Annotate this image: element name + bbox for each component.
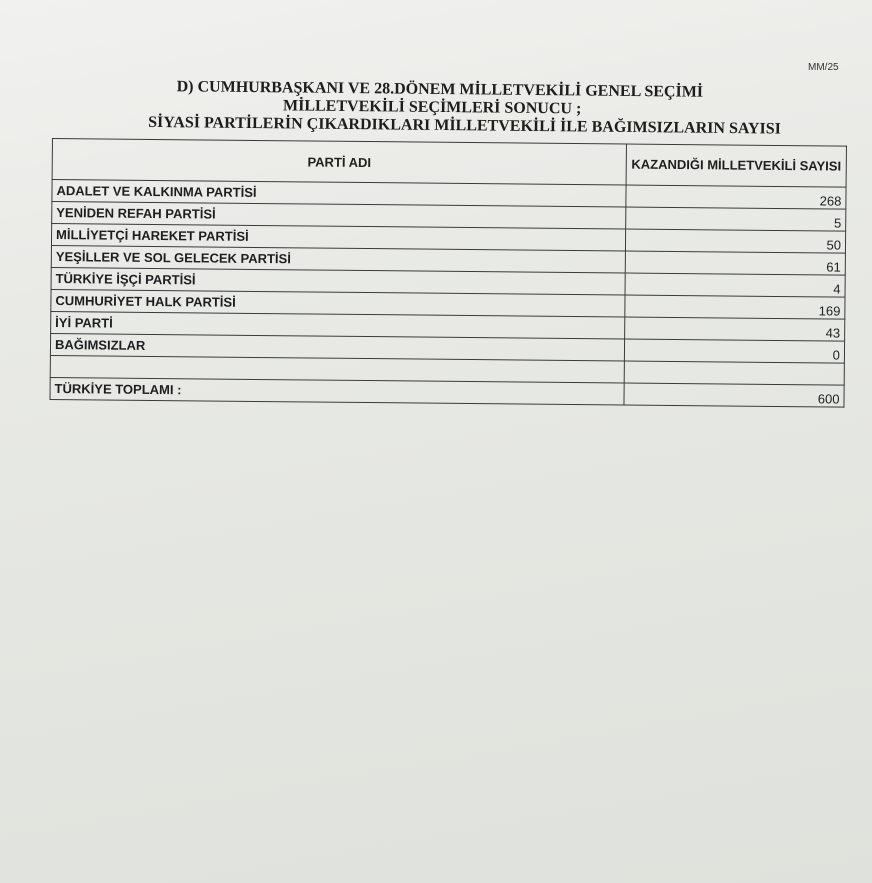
seat-count: 5 <box>626 207 846 231</box>
seat-count: 169 <box>625 295 845 319</box>
party-name: TÜRKİYE İŞÇİ PARTİSİ <box>51 267 625 295</box>
heading-line-3: SİYASİ PARTİLERİN ÇIKARDIKLARI MİLLETVEKİLİ İLE BAĞIMSIZLARIN SAYISI <box>148 113 781 138</box>
party-name: BAĞIMSIZLAR <box>50 333 624 361</box>
seat-count: 50 <box>625 229 845 253</box>
party-name: MİLLİYETÇİ HAREKET PARTİSİ <box>51 224 625 252</box>
party-name: YEŞİLLER VE SOL GELECEK PARTİSİ <box>51 245 625 273</box>
total-seat-count: 600 <box>624 383 844 407</box>
document-heading <box>59 76 860 140</box>
heading-line-1: D) CUMHURBAŞKANI VE 28.DÖNEM MİLLETVEKİLİ GENEL SEÇİMİ <box>176 78 704 101</box>
seat-count: 268 <box>626 185 846 209</box>
party-name: İYİ PARTİ <box>51 311 625 339</box>
seat-count: 61 <box>625 251 845 275</box>
results-table <box>49 138 846 408</box>
form-code: MM/25 <box>808 62 839 73</box>
heading-line-2: MİLLETVEKİLİ SEÇİMLERİ SONUCU ; <box>282 97 582 118</box>
party-name: CUMHURİYET HALK PARTİSİ <box>51 289 625 317</box>
seat-count: 4 <box>625 273 845 297</box>
seat-count: 0 <box>624 339 844 363</box>
party-name: ADALET VE KALKINMA PARTİSİ <box>52 180 626 208</box>
seat-count: 43 <box>625 317 845 341</box>
party-column-header: PARTİ ADI <box>52 139 626 186</box>
empty-cell <box>624 361 844 385</box>
seats-column-header: KAZANDIĞI MİLLETVEKİLİ SAYISI <box>626 144 846 187</box>
party-name: YENİDEN REFAH PARTİSİ <box>52 202 626 230</box>
total-label: TÜRKİYE TOPLAMI : <box>50 377 624 405</box>
